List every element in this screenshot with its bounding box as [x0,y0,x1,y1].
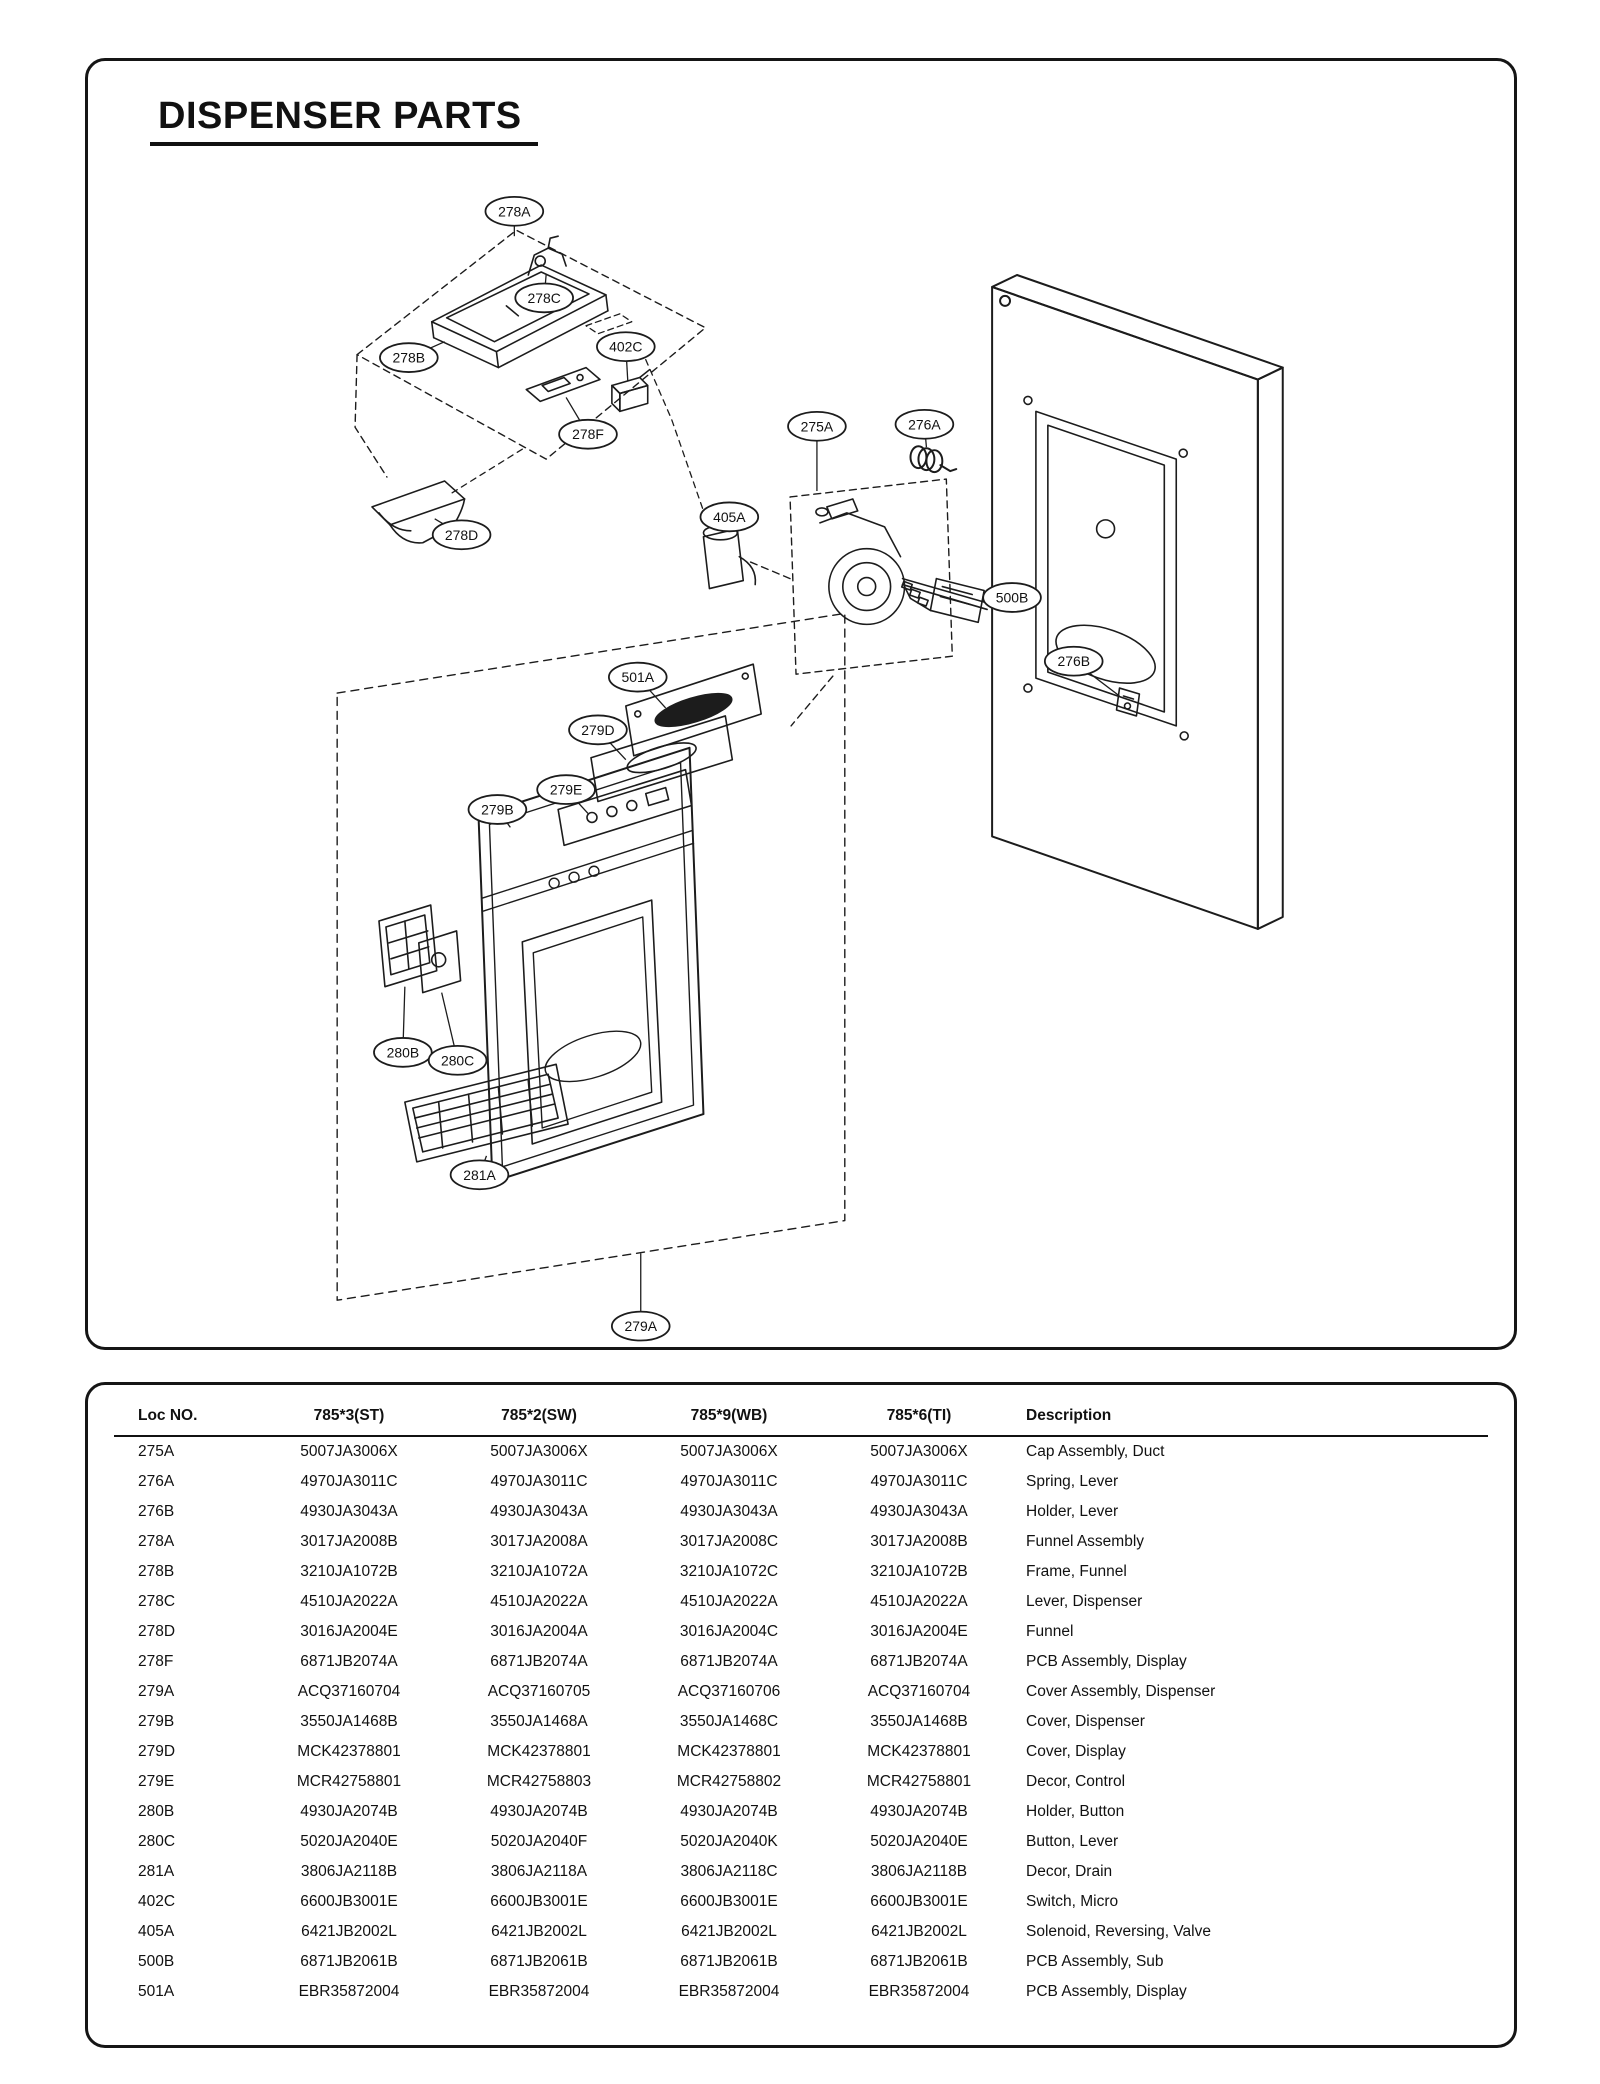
description-cell: Decor, Drain [1026,1863,1113,1880]
part-number-cell: 5020JA2040K [680,1833,778,1850]
parts-table-row [114,1617,1488,1647]
part-number-cell: ACQ37160704 [867,1683,971,1700]
part-number-cell: MCK42378801 [867,1743,971,1760]
part-number-cell: 4510JA2022A [490,1593,588,1610]
part-402C-micro-switch [586,314,650,412]
callout-281A [451,1160,509,1189]
callout-text-279B: 279B [481,801,514,818]
part-number-cell: 4510JA2022A [300,1593,398,1610]
callout-275A [788,412,846,441]
loc-no-cell: 280C [138,1833,176,1850]
callout-278A [485,197,543,226]
part-278F-pcb-display [526,368,600,402]
parts-table-row [114,1436,1488,1467]
callout-276A [896,410,954,439]
callout-text-405A: 405A [713,508,746,525]
part-number-cell: 5007JA3006X [680,1443,778,1460]
part-number-cell: EBR35872004 [868,1983,970,2000]
part-number-cell: 3016JA2004E [300,1623,398,1640]
callout-279E [537,775,595,804]
part-number-cell: ACQ37160706 [677,1683,781,1700]
part-number-cell: 5007JA3006X [300,1443,398,1460]
parts-table-row [114,1887,1488,1917]
description-cell: Funnel [1026,1623,1074,1640]
part-number-cell: ACQ37160705 [487,1683,591,1700]
part-number-cell: 6600JB3001E [870,1893,968,1910]
part-500B-pcb-sub [902,579,984,623]
callout-text-501A: 501A [621,669,655,686]
door-recess [1024,396,1188,739]
part-number-cell: 6600JB3001E [300,1893,398,1910]
parts-table-row [114,1707,1488,1737]
description-cell: Cap Assembly, Duct [1026,1443,1165,1460]
callout-279B [469,795,527,824]
callout-405A [700,502,758,531]
callout-text-276B: 276B [1057,653,1090,670]
description-cell: Solenoid, Reversing, Valve [1026,1923,1211,1940]
part-number-cell: 3806JA2118A [490,1863,588,1880]
parts-table [114,1401,1488,2007]
part-number-cell: 6871JB2061B [870,1953,968,1970]
part-number-cell: 3016JA2004C [679,1623,779,1640]
column-header-model-3: 785*9(WB) [634,1401,824,1436]
description-cell: Cover, Dispenser [1026,1713,1145,1730]
loc-no-cell: 278C [138,1593,176,1610]
description-cell: Cover Assembly, Dispenser [1026,1683,1216,1700]
callout-500B [983,583,1041,612]
loc-no-cell: 279E [138,1773,175,1790]
column-header-model-1: 785*3(ST) [254,1401,444,1436]
callout-text-279E: 279E [549,781,583,798]
loc-no-cell: 500B [138,1953,175,1970]
part-number-cell: 6421JB2002L [301,1923,397,1940]
part-number-cell: MCK42378801 [297,1743,401,1760]
part-number-cell: EBR35872004 [298,1983,400,2000]
description-cell: Funnel Assembly [1026,1533,1145,1550]
part-280B-holder-button [379,905,437,987]
part-number-cell: 3550JA1468B [300,1713,398,1730]
callout-501A [609,663,667,692]
callout-280B [374,1038,432,1067]
parts-table-row [114,1497,1488,1527]
callout-text-280B: 280B [386,1044,420,1061]
description-cell: Cover, Display [1026,1743,1126,1760]
part-number-cell: 5020JA2040E [870,1833,968,1850]
part-number-cell: 4970JA3011C [490,1473,588,1490]
loc-no-cell: 278D [138,1623,176,1640]
part-number-cell: 6421JB2002L [871,1923,967,1940]
part-number-cell: EBR35872004 [678,1983,780,2000]
description-cell: Spring, Lever [1026,1473,1119,1490]
part-number-cell: 3806JA2118C [680,1863,778,1880]
part-number-cell: 4970JA3011C [870,1473,968,1490]
parts-table-row [114,1797,1488,1827]
callout-402C [597,332,655,361]
column-header-model-2: 785*2(SW) [444,1401,634,1436]
part-number-cell: 4510JA2022A [870,1593,968,1610]
description-cell: Frame, Funnel [1026,1563,1127,1580]
part-number-cell: EBR35872004 [488,1983,590,2000]
loc-no-cell: 405A [138,1923,175,1940]
callout-279D [569,715,627,744]
part-number-cell: 3017JA2008B [870,1533,968,1550]
part-281A-decor-drain [405,1064,568,1162]
description-cell: Button, Lever [1026,1833,1119,1850]
description-cell: Lever, Dispenser [1026,1593,1143,1610]
description-cell: Holder, Lever [1026,1503,1119,1520]
part-number-cell: 4930JA2074B [680,1803,778,1820]
loc-no-cell: 279B [138,1713,175,1730]
callout-text-278B: 278B [392,349,426,366]
parts-table-row [114,1737,1488,1767]
callout-text-500B: 500B [995,589,1029,606]
loc-no-cell: 278A [138,1533,175,1550]
loc-no-cell: 279D [138,1743,176,1760]
part-number-cell: 5020JA2040F [490,1833,588,1850]
part-number-cell: 3210JA1072B [300,1563,398,1580]
callout-279A [612,1312,670,1341]
part-number-cell: 5007JA3006X [870,1443,968,1460]
part-number-cell: 3806JA2118B [870,1863,968,1880]
description-cell: PCB Assembly, Display [1026,1983,1187,2000]
diagram-panel [85,58,1517,1350]
callout-text-279D: 279D [581,721,615,738]
callout-text-280C: 280C [440,1052,475,1069]
part-number-cell: MCR42758803 [486,1773,592,1790]
callout-text-276A: 276A [908,416,941,433]
part-number-cell: 6871JB2061B [680,1953,778,1970]
part-number-cell: 4930JA2074B [300,1803,398,1820]
part-number-cell: 3210JA1072B [870,1563,968,1580]
part-number-cell: 3017JA2008C [679,1533,779,1550]
callout-text-279A: 279A [624,1318,658,1335]
callout-278D [433,520,491,549]
callout-text-278C: 278C [527,289,561,306]
callout-text-275A: 275A [800,418,834,435]
callout-278F [559,420,617,449]
loc-no-cell: 280B [138,1803,175,1820]
description-cell: PCB Assembly, Sub [1026,1953,1164,1970]
part-number-cell: 6871JB2061B [490,1953,588,1970]
column-header-loc-no: Loc NO. [114,1401,254,1436]
part-number-cell: 4930JA2074B [870,1803,968,1820]
loc-no-cell: 402C [138,1893,176,1910]
loc-no-cell: 501A [138,1983,175,2000]
parts-table-panel [85,1382,1517,2048]
callout-text-278A: 278A [498,203,531,220]
loc-no-cell: 278B [138,1563,175,1580]
part-278B-frame-funnel [432,265,608,368]
loc-no-cell: 281A [138,1863,175,1880]
part-number-cell: 3016JA2004A [490,1623,588,1640]
callout-labels [374,197,1103,1341]
part-number-cell: 5020JA2040E [300,1833,398,1850]
description-cell: Switch, Micro [1026,1893,1119,1910]
parts-table-row [114,1917,1488,1947]
part-number-cell: 3806JA2118B [300,1863,398,1880]
callout-text-278F: 278F [572,426,604,443]
part-275A-cap-assembly-duct [816,499,989,624]
description-cell: Holder, Button [1026,1803,1125,1820]
part-number-cell: 4930JA3043A [870,1503,968,1520]
part-number-cell: 5007JA3006X [490,1443,588,1460]
parts-table-row [114,1467,1488,1497]
part-280C-button-lever [419,931,461,993]
parts-table-row [114,1557,1488,1587]
part-number-cell: 4970JA3011C [680,1473,778,1490]
parts-table-row [114,1677,1488,1707]
callout-text-402C: 402C [609,338,643,355]
parts-table-row [114,1587,1488,1617]
part-number-cell: 3210JA1072A [490,1563,588,1580]
part-number-cell: 4510JA2022A [680,1593,778,1610]
description-cell: PCB Assembly, Display [1026,1653,1187,1670]
callout-leader-lines [403,211,1120,1326]
part-number-cell: 6871JB2061B [300,1953,398,1970]
part-number-cell: 6871JB2074A [490,1653,588,1670]
parts-table-header-row [114,1401,1488,1436]
callout-text-281A: 281A [463,1166,496,1183]
loc-no-cell: 279A [138,1683,175,1700]
part-number-cell: ACQ37160704 [297,1683,401,1700]
callout-280C [429,1046,487,1075]
part-276A-spring-lever [910,446,956,472]
part-number-cell: 4930JA3043A [300,1503,398,1520]
parts-table-row [114,1527,1488,1557]
part-number-cell: 4930JA3043A [490,1503,588,1520]
part-number-cell: 3017JA2008B [300,1533,398,1550]
part-number-cell: 3210JA1072C [679,1563,779,1580]
parts-table-row [114,1857,1488,1887]
parts-table-row [114,1767,1488,1797]
part-number-cell: 4930JA3043A [680,1503,778,1520]
callout-276B [1045,647,1103,676]
column-header-description: Description [1014,1401,1488,1436]
parts-table-row [114,1977,1488,2007]
parts-table-header [114,1401,1488,1436]
callout-278B [380,343,438,372]
part-number-cell: 6871JB2074A [300,1653,398,1670]
part-number-cell: 6421JB2002L [681,1923,777,1940]
parts-table-row [114,1647,1488,1677]
loc-no-cell: 276A [138,1473,175,1490]
loc-no-cell: 276B [138,1503,175,1520]
parts-table-body [114,1436,1488,2007]
exploded-diagram [88,61,1514,1347]
part-number-cell: 3550JA1468B [870,1713,968,1730]
part-number-cell: 4930JA2074B [490,1803,588,1820]
part-number-cell: MCR42758802 [676,1773,782,1790]
parts-table-row [114,1947,1488,1977]
part-number-cell: MCK42378801 [677,1743,781,1760]
part-number-cell: 3550JA1468A [490,1713,588,1730]
part-number-cell: MCR42758801 [866,1773,972,1790]
part-number-cell: MCR42758801 [296,1773,402,1790]
part-number-cell: 6871JB2074A [680,1653,778,1670]
part-number-cell: 3017JA2008A [490,1533,588,1550]
loc-no-cell: 275A [138,1443,175,1460]
parts-table-row [114,1827,1488,1857]
part-number-cell: MCK42378801 [487,1743,591,1760]
part-number-cell: 6600JB3001E [680,1893,778,1910]
part-number-cell: 6871JB2074A [870,1653,968,1670]
part-number-cell: 6600JB3001E [490,1893,588,1910]
part-number-cell: 3016JA2004E [870,1623,968,1640]
description-cell: Decor, Control [1026,1773,1126,1790]
part-number-cell: 6421JB2002L [491,1923,587,1940]
part-number-cell: 3550JA1468C [679,1713,779,1730]
callout-278C [515,283,573,312]
page-title: DISPENSER PARTS [150,95,538,146]
loc-no-cell: 278F [138,1653,174,1670]
callout-text-278D: 278D [444,526,479,543]
part-number-cell: 4970JA3011C [300,1473,398,1490]
column-header-model-4: 785*6(TI) [824,1401,1014,1436]
